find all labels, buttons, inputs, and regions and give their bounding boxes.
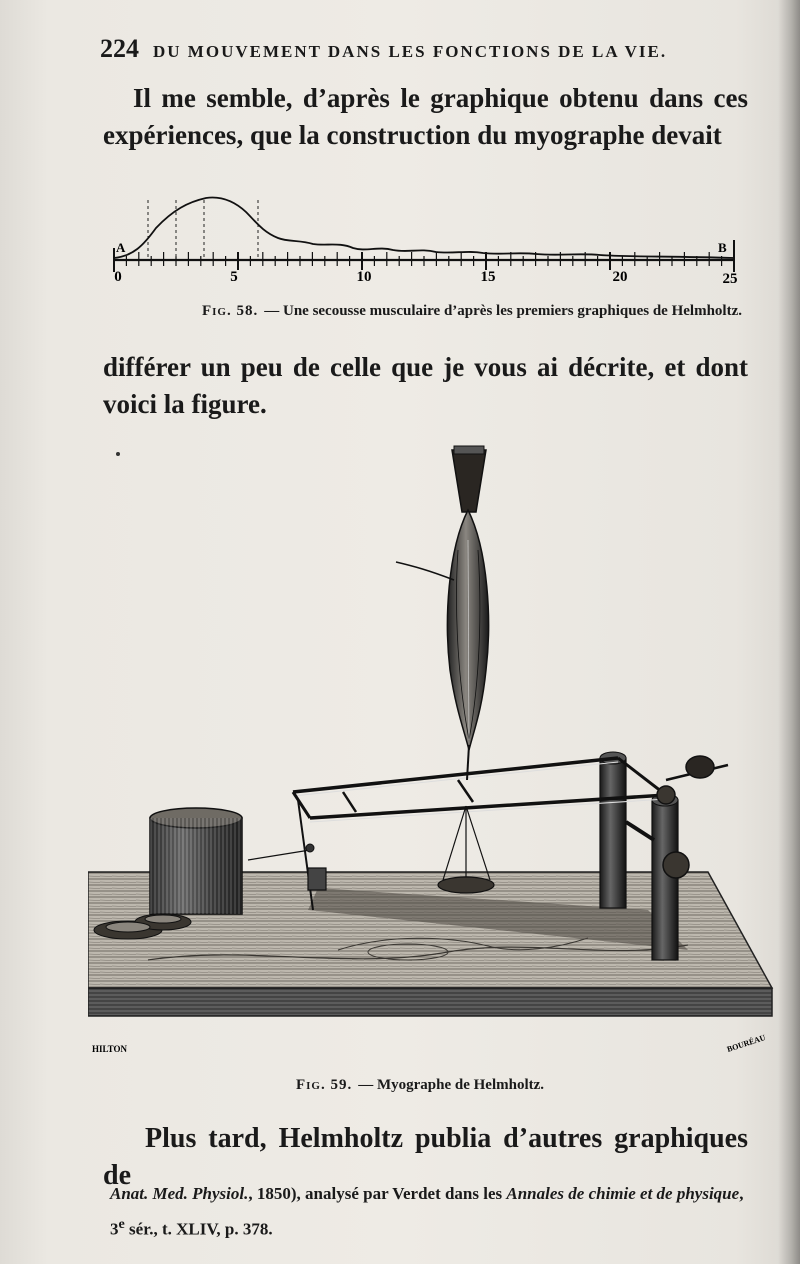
label-a: A bbox=[116, 240, 126, 255]
page-edge-shadow bbox=[778, 0, 800, 1264]
wooden-board-front-edge bbox=[88, 988, 772, 1016]
footnote-superscript: e bbox=[118, 1216, 125, 1232]
counterweight bbox=[686, 756, 714, 778]
footnote-annales: Annales de chimie et de physique bbox=[506, 1184, 740, 1203]
tick-label-10: 10 bbox=[356, 269, 372, 285]
paragraph-2: différer un peu de celle que je vous ai décrite, et dont voici la figure. bbox=[103, 352, 748, 419]
figure-58-tick-labels bbox=[114, 269, 737, 287]
page-number: 224 bbox=[100, 34, 139, 63]
tick-label-5: 5 bbox=[230, 269, 238, 285]
footnote-text-2: , 3 bbox=[110, 1184, 744, 1239]
tick-label-0: 0 bbox=[114, 269, 122, 285]
twitch-curve bbox=[114, 198, 734, 258]
label-b: B bbox=[718, 240, 727, 255]
page-header bbox=[100, 34, 740, 64]
figure-58-twitch-graph bbox=[108, 180, 748, 290]
scale-pan bbox=[438, 806, 494, 893]
footnote bbox=[110, 1178, 755, 1245]
running-title: DU MOUVEMENT DANS LES FONCTIONS DE LA VIE. bbox=[153, 42, 668, 61]
figure-59-caption bbox=[20, 1077, 800, 1094]
engraver-signature-left: HILTON bbox=[92, 1044, 128, 1054]
figure-59-caption-text: — Myographe de Helmholtz. bbox=[358, 1077, 545, 1093]
rear-post bbox=[600, 758, 626, 908]
footnote-text-3: sér., t. XLIV, p. 378. bbox=[124, 1219, 273, 1239]
tick-label-15: 15 bbox=[480, 269, 496, 285]
figure-58-caption-text: — Une secousse musculaire d’après les premiers graphiques de Helmholtz. bbox=[264, 303, 742, 319]
tick-label-20: 20 bbox=[612, 269, 628, 285]
footnote-journal: Anat. Med. Physiol. bbox=[110, 1184, 249, 1203]
engraver-signature-right: BOURÉAU bbox=[725, 1032, 767, 1054]
tick-label-25: 25 bbox=[722, 271, 738, 287]
paragraph-3: Plus tard, Helmholtz publia d’autres graphiques de bbox=[103, 1123, 748, 1191]
front-post bbox=[652, 800, 678, 960]
footnote-text-1: , 1850), analysé par Verdet dans les bbox=[248, 1184, 507, 1203]
figure-58-caption bbox=[72, 303, 800, 320]
stylus-clamp bbox=[308, 868, 326, 890]
figure-58-caption-label: Fig. 58. bbox=[201, 303, 259, 319]
figure-59-caption-label: Fig. 59. bbox=[295, 1077, 353, 1093]
figure-59-myograph-engraving bbox=[88, 440, 784, 1070]
muscle-specimen bbox=[396, 446, 489, 780]
paragraph-1: Il me semble, d’après le graphique obtenu dans ces expériences, que la construction du myographe devait bbox=[103, 83, 748, 150]
